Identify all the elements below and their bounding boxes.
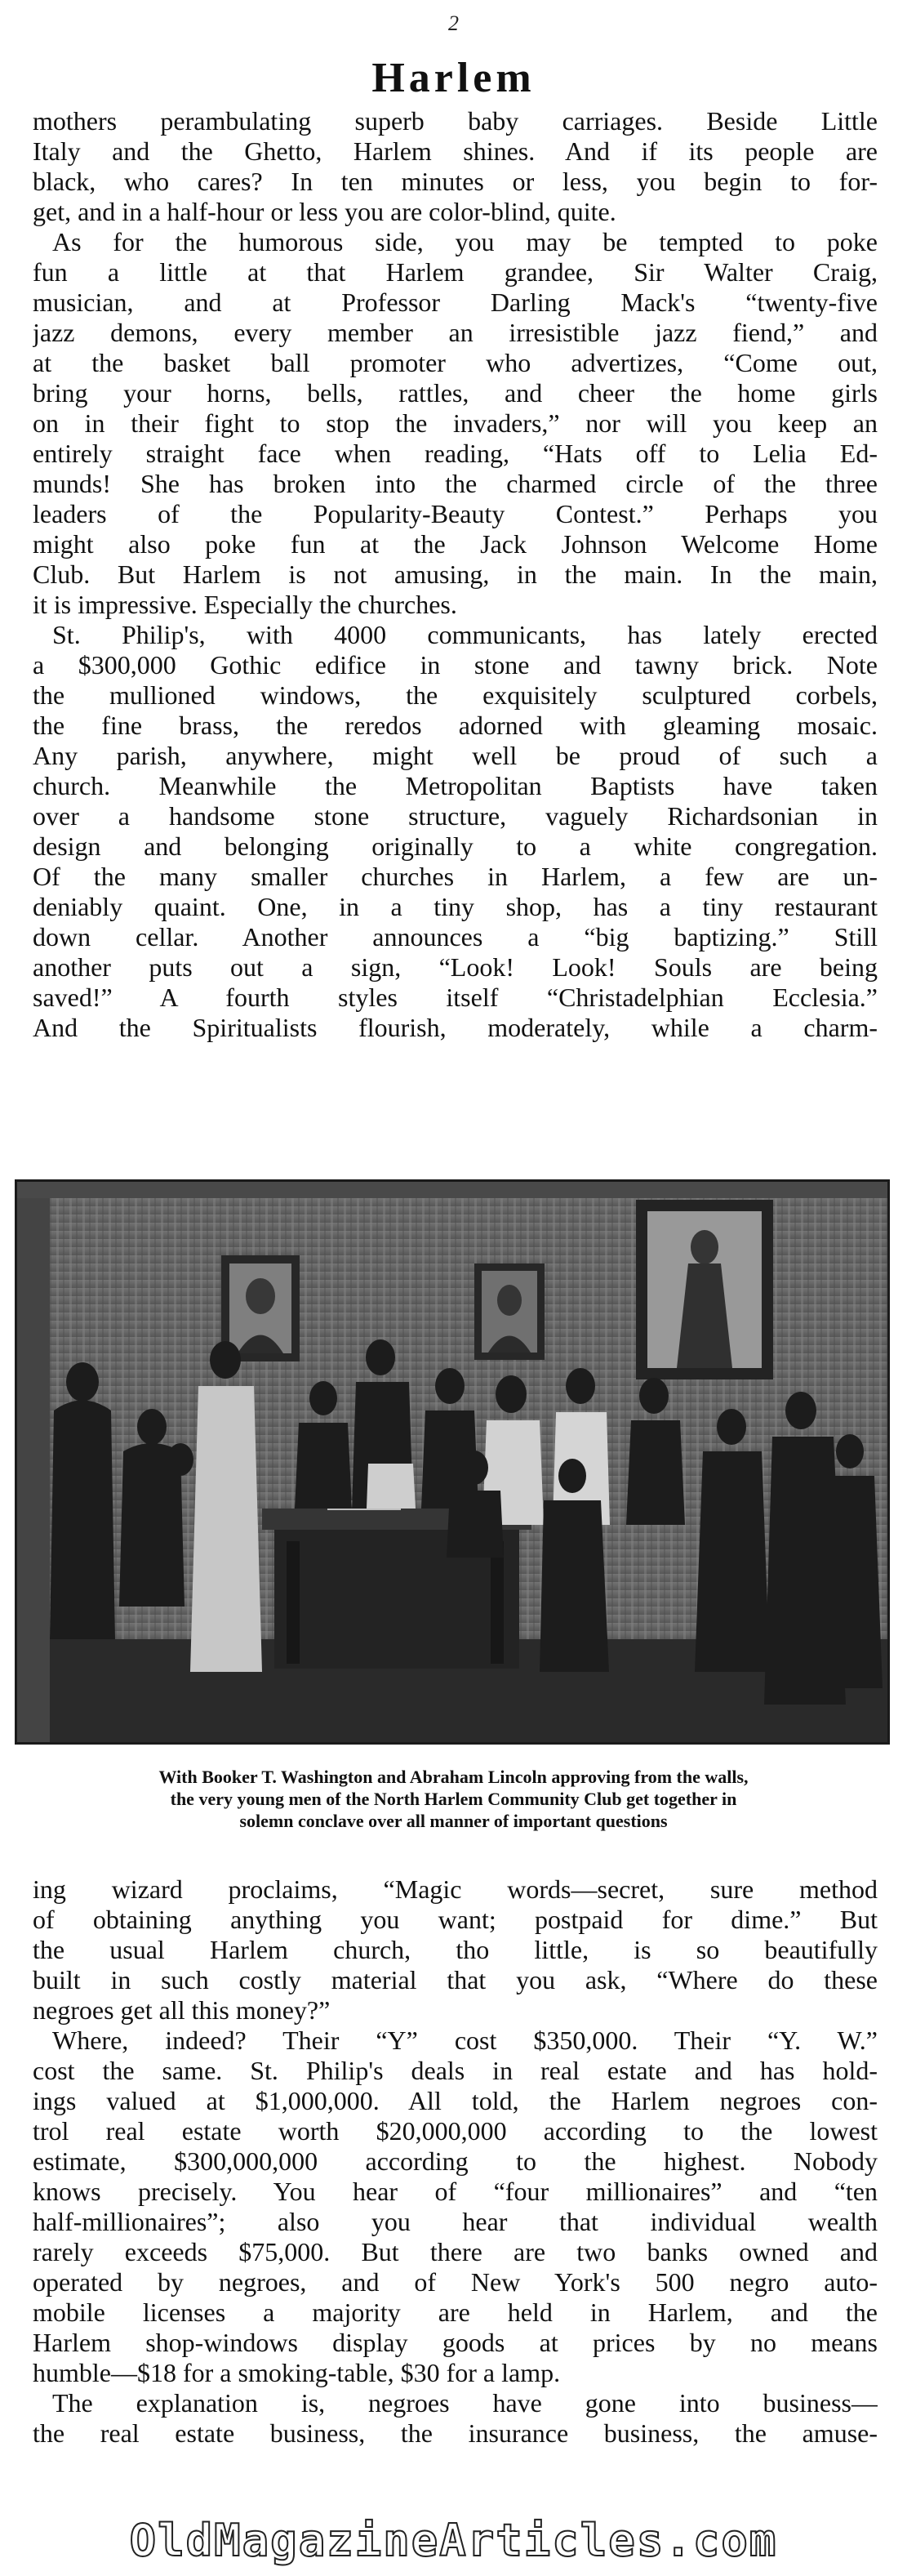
text-line: ing wizard proclaims, “Magic words—secret, sure method: [33, 1874, 878, 1904]
text-line: another puts out a sign, “Look! Look! Souls are being: [33, 952, 878, 982]
page-number: 2: [448, 11, 459, 35]
text-line: leaders of the Popularity-Beauty Contest.” Perhaps you: [33, 499, 878, 528]
text-line: Harlem shop-windows display goods at prices by no means: [33, 2328, 878, 2357]
text-line: get, and in a half-hour or less you are color-blind, quite.: [33, 197, 616, 226]
text-line: ings valued at $1,000,000. All told, the Harlem negroes con-: [33, 2086, 878, 2115]
text-line: estimate, $300,000,000 according to the highest. Nobody: [33, 2146, 878, 2176]
text-line: trol real estate worth $20,000,000 according to the lowest: [33, 2116, 878, 2146]
text-line: Italy and the Ghetto, Harlem shines. And if its people are: [33, 136, 878, 166]
text-line: operated by negroes, and of New York's 500 negro auto-: [33, 2267, 878, 2297]
text-line: negroes get all this money?”: [33, 1995, 331, 2025]
text-line: a $300,000 Gothic edifice in stone and tawny brick. Note: [33, 650, 878, 680]
text-line: the real estate business, the insurance business, the amuse-: [33, 2418, 878, 2448]
text-line: The explanation is, negroes have gone into business—: [52, 2388, 878, 2418]
text-line: entirely straight face when reading, “Hats off to Lelia Ed-: [33, 439, 878, 468]
text-line: knows precisely. You hear of “four millionaires” and “ten: [33, 2177, 878, 2206]
text-line: As for the humorous side, you may be tempted to poke: [52, 227, 878, 256]
text-line: on in their fight to stop the invaders,” nor will you keep an: [33, 408, 878, 438]
text-line: Club. But Harlem is not amusing, in the main. In the main,: [33, 559, 878, 589]
text-line: church. Meanwhile the Metropolitan Baptists have taken: [33, 771, 878, 800]
text-line: jazz demons, every member an irresistible jazz fiend,” and: [33, 318, 878, 347]
text-line: fun a little at that Harlem grandee, Sir Walter Craig,: [33, 257, 878, 287]
text-line: the mullioned windows, the exquisitely sculptured corbels,: [33, 680, 878, 710]
text-line: over a handsome stone structure, vaguely Richardsonian in: [33, 801, 878, 831]
text-line: bring your horns, bells, rattles, and cheer the home girls: [33, 378, 878, 408]
text-line: might also poke fun at the Jack Johnson Welcome Home: [33, 529, 878, 559]
text-line: And the Spiritualists flourish, moderately, while a charm-: [33, 1013, 878, 1042]
text-line: Where, indeed? Their “Y” cost $350,000. Their “Y. W.”: [52, 2026, 878, 2055]
text-line: built in such costly material that you ask, “Where do these: [33, 1965, 878, 1994]
text-line: saved!” A fourth styles itself “Christadelphian Ecclesia.”: [33, 983, 878, 1012]
caption-line: With Booker T. Washington and Abraham Lincoln approving from the walls,: [158, 1767, 749, 1787]
text-line: rarely exceeds $75,000. But there are two banks owned and: [33, 2237, 878, 2266]
text-line: down cellar. Another announces a “big baptizing.” Still: [33, 922, 878, 952]
text-line: musician, and at Professor Darling Mack's “twenty-five: [33, 287, 878, 317]
text-line: the usual Harlem church, tho little, is so beautifully: [33, 1935, 878, 1964]
text-line: half-millionaires”; also you hear that individual wealth: [33, 2207, 878, 2236]
text-line: at the basket ball promoter who advertizes, “Come out,: [33, 348, 878, 377]
text-line: humble—$18 for a smoking-table, $30 for a lamp.: [33, 2358, 561, 2387]
text-line: mothers perambulating superb baby carriages. Beside Little: [33, 106, 878, 136]
caption-line: solemn conclave over all manner of important questions: [239, 1811, 668, 1831]
text-line: Of the many smaller churches in Harlem, a few are un-: [33, 862, 878, 891]
text-line: the fine brass, the reredos adorned with gleaming mosaic.: [33, 711, 878, 740]
article-text-top: [33, 106, 878, 1043]
text-line: St. Philip's, with 4000 communicants, has lately erected: [52, 620, 878, 649]
caption-line: the very young men of the North Harlem Community Club get together in: [170, 1789, 737, 1809]
text-line: black, who cares? In ten minutes or less, you begin to for-: [33, 167, 878, 196]
text-line: Any parish, anywhere, might well be proud of such a: [33, 741, 878, 770]
text-line: mobile licenses a majority are held in Harlem, and the: [33, 2297, 878, 2327]
article-text-bottom: [33, 1874, 878, 2449]
headline: Harlem: [371, 55, 536, 101]
photo-caption: [24, 1766, 883, 1832]
text-line: cost the same. St. Philip's deals in real estate and has hold-: [33, 2056, 878, 2085]
watermark: OldMagazineArticles.com: [129, 2515, 778, 2566]
text-line: deniably quaint. One, in a tiny shop, has a tiny restaurant: [33, 892, 878, 921]
text-line: munds! She has broken into the charmed circle of the three: [33, 469, 878, 498]
text-line: it is impressive. Especially the churches.: [33, 590, 457, 619]
photograph: [15, 1179, 890, 1745]
text-line: design and belonging originally to a white congregation.: [33, 831, 878, 861]
text-line: of obtaining anything you want; postpaid for dime.” But: [33, 1905, 878, 1934]
